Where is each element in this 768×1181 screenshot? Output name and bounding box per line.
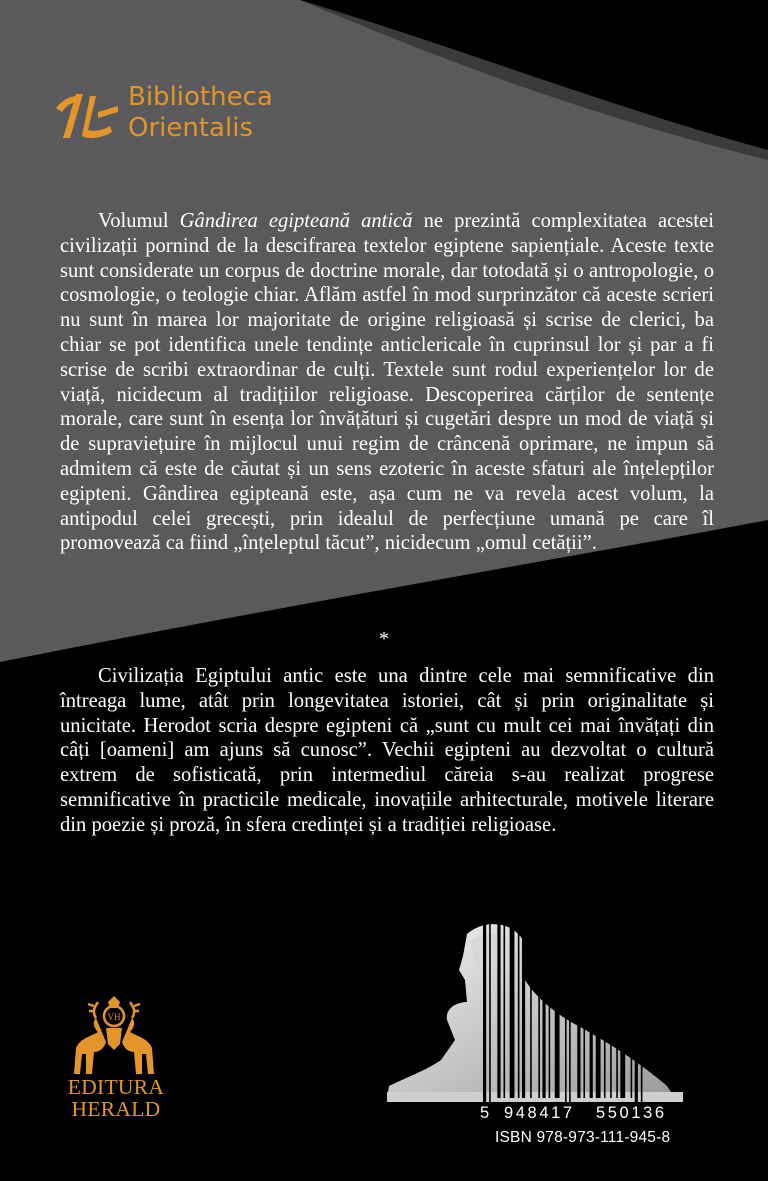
barcode-bar xyxy=(483,910,486,1106)
twin-deer-crest-icon xyxy=(68,996,160,1078)
publisher-name xyxy=(64,1076,168,1120)
barcode-bar xyxy=(577,910,580,1098)
barcode-bar xyxy=(631,910,633,1098)
book-title: Gândirea egipteană antică xyxy=(179,210,413,232)
barcode-bar xyxy=(641,910,643,1106)
blurb-paragraph-1 xyxy=(60,209,714,556)
barcode-bar xyxy=(555,910,560,1098)
blurb-body-2: Civilizația Egiptului antic este una dintre cele mai semnificative din întreaga lume, atât prin longevitatea istoriei, cât și prin originalitate și unicitate. Herodot scria despre egipteni că „sunt cu mult cei mai învățați din câți [oameni] am ajuns să cunosc”. Vechii egipteni au dezvoltat o cultură extrem de sofisticată, prin intermediul căreia s-au realizat progrese semnificative în practicile medicale, inovațiile arhitecturale, motivele literare din poezie și proză, în sfera credinței și a tradiției religioase. xyxy=(60,665,714,836)
barcode-digit-first: 5 xyxy=(480,1104,492,1122)
barcode-bar xyxy=(549,910,551,1098)
series-name xyxy=(128,82,273,144)
series-line-1: Bibliotheca xyxy=(128,82,273,112)
publisher-line-2: HERALD xyxy=(71,1097,161,1121)
barcode-bar xyxy=(510,910,515,1098)
barcode-bar xyxy=(620,910,625,1098)
barcode-bar xyxy=(565,910,567,1106)
barcode-bar xyxy=(583,910,585,1098)
barcode-bar xyxy=(538,910,540,1098)
barcode-bar xyxy=(596,910,601,1098)
barcode-bar xyxy=(542,910,545,1098)
barcode-digits-right: 550136 xyxy=(596,1104,667,1122)
sphinx-barcode-icon xyxy=(375,910,705,1120)
isbn-number: ISBN 978-973-111-945-8 xyxy=(495,1129,671,1146)
barcode-digits-left: 948417 xyxy=(504,1104,575,1122)
barcode-bar xyxy=(504,910,506,1098)
barcode-bar xyxy=(489,910,491,1106)
barcode-bar xyxy=(610,910,612,1098)
bibliotheca-orientalis-logo-icon xyxy=(52,86,124,140)
blurb-lead: Volumul xyxy=(98,210,180,232)
barcode-bar xyxy=(604,910,606,1098)
publisher-monogram: VH xyxy=(107,1012,121,1022)
blurb-paragraph-2 xyxy=(60,664,714,838)
barcode-bar xyxy=(497,910,500,1098)
barcode-bar xyxy=(569,910,571,1106)
barcode-bar xyxy=(518,910,520,1098)
barcode-bar xyxy=(522,910,525,1098)
publisher-logo xyxy=(64,996,168,1126)
series-logo xyxy=(52,82,292,146)
series-line-2: Orientalis xyxy=(128,113,253,143)
barcode-bar xyxy=(530,910,532,1098)
barcode-bar xyxy=(616,910,618,1098)
barcode-bar xyxy=(635,910,638,1106)
publisher-line-1: EDITURA xyxy=(67,1075,165,1099)
blurb-body: ne prezintă complexitatea acestei civilizații pornind de la descifrarea textelor egiptene sapiențiale. Aceste texte sunt considerate un corpus de doctrine morale, dar totodată și o antropologie, o cosmologie, o teologie chiar. Aflăm astfel în mod surprinzător că aceste scrieri nu sunt în marea lor majoritate de origine religioasă și scrise de clerici, ba chiar se pot identifica unele tendințe anticlericale în cuprinsul lor și par a fi scrise de scribi extraordinar de culți. Textele sunt rodul experiențelor lor de viață, nicidecum al tradițiilor religioase. Descoperirea cărților de sentențe morale, care sunt în esența lor învățături și cugetări despre un mod de viață și de supraviețuire în mijlocul unui regim de crâncenă oprimare, ne impun să admitem că este de căutat și un sens ezoteric în aceste sfaturi ale înțelepților egipteni. Gândirea egipteană este, așa cum ne va revela acest volum, la antipodul celei grecești, prin idealul de perfecțiune umană pe care îl promovează ca fiind „înțeleptul tăcut”, nicidecum „omul cetății”. xyxy=(60,210,714,555)
section-separator: * xyxy=(379,628,389,650)
barcode-bar xyxy=(590,910,593,1098)
